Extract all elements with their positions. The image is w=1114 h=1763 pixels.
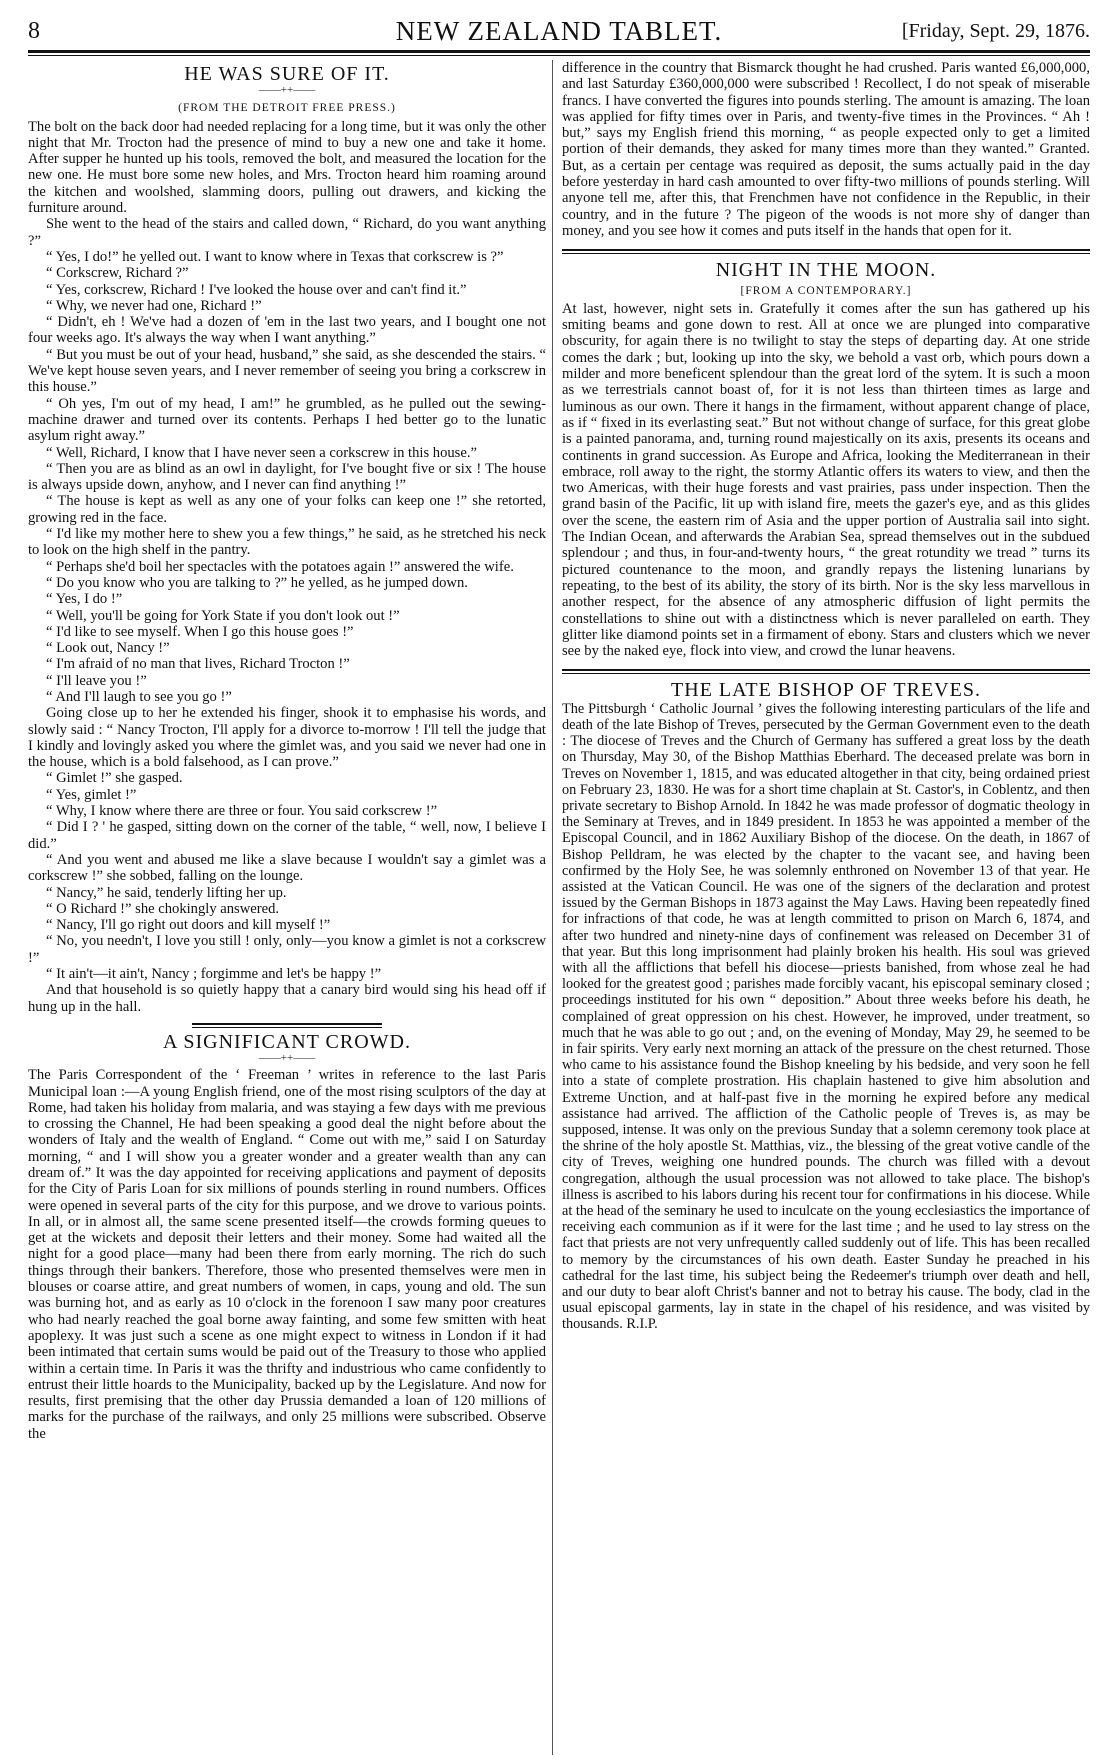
- paragraph: “ Yes, gimlet !”: [46, 786, 137, 803]
- paragraph: “ But you must be out of your head, husband,” she said, as she descended the stairs. “ We've kept house seven years, and I never remember of seeing you bring a corkscrew in this house.”: [28, 346, 546, 396]
- paragraph: “ And you went and abused me like a slave because I wouldn't say a gimlet was a corkscrew !” she sobbed, falling on the lounge.: [28, 851, 546, 885]
- article-source: [FROM A CONTEMPORARY.]: [740, 284, 912, 297]
- page-header: [28, 14, 1090, 48]
- paragraph: “ And I'll laugh to see you go !”: [46, 688, 232, 705]
- article-body: [28, 119, 546, 1015]
- paragraph: “ I'd like my mother here to shew you a few things,” he said, as he stretched his neck to look on the high shelf in the pantry.: [28, 526, 546, 559]
- paragraph: “ I'm afraid of no man that lives, Richard Trocton !”: [46, 656, 350, 673]
- paragraph: “ Why, I know where there are three or four. You said corkscrew !”: [46, 803, 438, 820]
- section-rule: [562, 669, 1090, 674]
- article-night-in-the-moon: [562, 259, 1090, 660]
- paragraph: “ I'd like to see myself. When I go this house goes !”: [46, 623, 354, 640]
- section-rule: [192, 1023, 382, 1028]
- article-significant-crowd: [28, 1030, 546, 1442]
- article-title: A SIGNIFICANT CROWD.: [163, 1030, 411, 1053]
- paragraph: “ Corkscrew, Richard ?”: [46, 265, 189, 282]
- article-body: [28, 1067, 546, 1442]
- paragraph: “ It ain't—it ain't, Nancy ; forgimme and let's be happy !”: [46, 966, 382, 983]
- header-rule-thin: [28, 55, 1090, 56]
- paragraph: The bolt on the back door had needed replacing for a long time, but it was only the other night that Mr. Trocton had the presence of mind to buy a new one and take it home. After supper he hunted up his tools, removed the bolt, and measured the location for the new one. He must bore some new holes, and Mrs. Trocton heard him roaming around the kitchen and woolshed, slamming doors, pulling out drawers, and kicking the furniture around.: [28, 118, 546, 217]
- article-source: (FROM THE DETROIT FREE PRESS.): [178, 102, 396, 115]
- paragraph: “ Look out, Nancy !”: [46, 640, 170, 657]
- paragraph: Going close up to her he extended his finger, shook it to emphasise his words, and slowly said : “ Nancy Trocton, I'll apply for a divorce to-morrow ! I'll tell the judge that I kindly and lovingly asked you where the gimlet was, and you said we never had one in the house, which is a bold falsehood, as I can prove.”: [28, 705, 546, 771]
- paragraph: “ Why, we never had one, Richard !”: [46, 297, 262, 314]
- paragraph: “ Yes, corkscrew, Richard ! I've looked the house over and can't find it.”: [46, 281, 467, 298]
- page-number: 8: [28, 18, 40, 44]
- paragraph: “ Perhaps she'd boil her spectacles with the potatoes again !” answered the wife.: [46, 558, 514, 575]
- left-column: [28, 60, 546, 1755]
- paragraph: The Paris Correspondent of the ‘ Freeman ’ writes in reference to the last Paris Municipal loan :—A young English friend, one of the most rising sculptors of the day at Rome, had taken his holiday from malaria, and was staying a few days with me previous to crossing the Channel, He had been speaking a good deal the night before about the wonders of Italy and the wealth of England. “ Come out with me,” said I on Saturday morning, “ and I will show you a greater wonder and a greater wealth than any can dream of.” It was the day appointed for receiving applications and payment of deposits for the City of Paris Loan for six millions of pounds sterling in round numbers. Offices were opened in several parts of the city for this purpose, and we drove to various points. In all, or in almost all, the same scene presented itself—the crowds forming queues to get at the wickets and deposit their letters and their money. Some had waited all the night for a good place—many had been there from early morning. The rich do such things through their bankers. Therefore, those who presented themselves were men in blouses or coarse attire, and great numbers of women, in caps, young and old. The sun was burning hot, and as early as 10 o'clock in the forenoon I saw many poor creatures who had nearly reached the goal borne away fainting, and some few smitten with heat apoplexy. It was just such a scene as one might expect to witness in London if it had been intimated that certain sums would be paid out of the Treasury to those who applied within a certain time. In Paris it was the thrifty and industrious who came confidently to entrust their little hoards to the Municipality, backed up by the Legislature. And now for results, first premising that the other day Prussia demanded a loan of 120 millions of marks for the purchase of the railways, and only 25 millions were subscribed. Observe the: [28, 1067, 546, 1442]
- paragraph: “ Yes, I do !”: [46, 591, 123, 608]
- paragraph: “ Well, Richard, I know that I have never seen a corkscrew in this house.”: [46, 444, 477, 461]
- masthead-title: NEW ZEALAND TABLET.: [395, 16, 723, 46]
- paragraph: “ The house is kept as well as any one of your folks can keep one !” she retorted, growing red in the face.: [28, 493, 546, 526]
- section-rule: [562, 249, 1090, 254]
- issue-date: [Friday, Sept. 29, 1876.: [901, 20, 1090, 42]
- article-he-was-sure: [28, 63, 546, 1015]
- paragraph: “ Nancy,” he said, tenderly lifting her up.: [46, 884, 287, 901]
- article-title: HE WAS SURE OF IT.: [184, 63, 390, 85]
- article-bishop-of-treves: [562, 679, 1090, 1333]
- paragraph: And that household is so quietly happy that a canary bird would sing his head off if hung up in the hall.: [28, 982, 546, 1015]
- article-continuation: difference in the country that Bismarck thought he had crushed. Paris wanted £6,000,000, and last Saturday £360,000,000 were subscribed ! Recollect, I do not speak of miserable francs. I have converted the figures into pounds sterling. The amount is amazing. The loan was applied for fifty times over in Paris, and twenty-five times in the Provinces. “ Ah ! but,” says my English friend this morning, “ as people expected only to get a limited portion of their demands, they asked for many times more than they wanted.” Granted. But, as a certain per centage was required as deposit, the sums actually paid in the day before yesterday in hard cash amounted to over fifty-two millions of pounds sterling. Will anyone tell me, after this, that Frenchmen have not confidence in the Republic, in their country, and in the future ? The pigeon of the woods is not more shy of danger than money, and you see how it comes and puts itself in the hands that open for it.: [562, 60, 1090, 239]
- paragraph: “ No, you needn't, I love you still ! only, only—you know a gimlet is not a corkscrew !”: [28, 933, 546, 966]
- right-column: [562, 60, 1090, 1755]
- article-body: The Pittsburgh ‘ Catholic Journal ’ gives the following interesting particulars of the life and death of the late Bishop of Treves, persecuted by the German Government even to the death : The diocese of Treves and the Church of Germany has suffered a great loss by the death on Thursday, May 30, of the Bishop Matthias Eberhard. The deceased prelate was born in Treves on November 1, 1815, and was educated altogether in that city, being ordained priest on February 23, 1830. He was for a short time chaplain at St. Castor's, in Coblentz, and then private secretary to Bishop Arnold. In 1842 he was made professor of dogmatic theology in the Seminary at Treves, and in 1849 president. In 1853 he was appointed a member of the Episcopal Council, and in 1862 Auxiliary Bishop of the diocese. On the death, in 1867 of Bishop Pelldram, he was elected by the chapter to the vacant see, and having been confirmed by the Holy See, he was solemnly enthroned on November 13 of that year. He assisted at the Vatican Council. He was one of the signers of the declaration and protest issued by the German Bishops in 1873 against the May Laws. Having been repeatedly fined for infractions of that code, he was at length committed to prison on March 6, 1874, and after two hundred and ninety-nine days of confinement was released on December 31 of that year. But this long imprisonment had plainly broken his health. His soul was grieved with all the afflictions that befell his diocese—priests banished, from whose zeal he had looked for the greatest good ; parishes made forcibly vacant, his episcopal seminary closed ; proceedings instituted for his own “ deposition.” About three weeks before his death, he complained of great oppression on his chest. However, he improved, under treatment, so much that he was able to go out ; and, on the evening of Monday, May 29, he seemed to be in fair spirits. Very early next morning an attack of the pressure on the chest returned. Those who came to his assistance found the Bishop kneeling by his bedside, and very soon he fell into a state of complete prostration. His chaplain hastened to give him absolution and Extreme Unction, and at half-past five in the morning he expired before any medical assistance had arrived. The affliction of the Catholic people of Treves is, as may be supposed, intense. It was only on the previous Sunday that a solemn ceremony took place at the shrine of the holy apostle St. Matthias, viz., the blessing of the great votive candle of the city of Treves, weighing one hundred pounds. The church was filled with a devout congregation, although the usual procession was not allowed to take place. The bishop's illness is ascribed to his labors during his recent tour for confirmations in his diocese. While at the head of the seminary he used to inculcate on the young ecclesiastics the importance of receiving each communion as if it were for the last time ; and he used to lay stress on the fact that priests are not very unfrequently called suddenly out of life. This has been recalled to memory by the circumstances of his own death. Easter Sunday he preached in his cathedral for the last time, his subject being the Redeemer's triumph over death and hell, and our duty to bear aloft Christ's banner and not to betray his cause. The body, clad in the usual episcopal garments, lay in state in the chapel of his residence, and was visited by thousands. R.I.P.: [562, 700, 1090, 1333]
- article-body: At last, however, night sets in. Gratefully it comes after the sun has gathered up his smiting beams and gone down to rest. All at once we are plunged into comparative obscurity, for again there is no twilight to stay the steps of departing day. At one stride comes the dark ; but, looking up into the sky, we behold a vast orb, which pours down a milder and more beneficent splendour than the great lord of the sytem. It is such a moon as we terrestrials cannot boast of, for it is not less than thirteen times as large and luminous as our own. There it hangs in the firmament, without apparent change of place, as if “ fixed in its everlasting seat.” But not without change of surface, for this great globe is a painted panorama, and, turning round majestically on its axis, presents its oceans and continents in grand succession. As Europe and Africa, looking the Mediterranean in their embrace, roll away to the right, the stormy Atlantic offers its waters to view, and then the two Americas, with their huge forests and vast prairies, pass under inspection. Then the grand basin of the Pacific, lit up with island fire, meets the gazer's eye, and as this glides over the scene, the eastern rim of Asia and the upper portion of Australia sail into sight. The Indian Ocean, and afterwards the Arabian Sea, spread themselves out in the subdued splendour ; and thus, in four-and-twenty hours, “ the great rotundity we tread ” turns its pictured countenance to the moon, and grandly repays the listening lunarians by repeating, to the best of its ability, the story of its birth. Nor is the sky less marvellous in another respect, for the absence of any atmospheric diffusion of light permits the constellations to shine out with a distinctness which is never paralleled on earth. They glitter like diamond points set in a firmament of ebony. Stars and clusters which we never see by the naked eye, flock into view, and crowd the lunar heavens.: [562, 300, 1090, 660]
- article-title: THE LATE BISHOP OF TREVES.: [671, 679, 981, 702]
- column-divider: [552, 60, 553, 1755]
- paragraph: “ Oh yes, I'm out of my head, I am!” he grumbled, as he pulled out the sewing-machine drawer and turned over its contents. Perhaps I hed better go to the lunatic asylum right away.”: [28, 395, 546, 445]
- paragraph: “ Did I ? ' he gasped, sitting down on the corner of the table, “ well, now, I believe I did.”: [28, 819, 546, 852]
- ornament-divider: ——++——: [258, 84, 316, 97]
- header-rule: [28, 50, 1090, 53]
- ornament-divider: ——++——: [258, 1052, 316, 1065]
- paragraph: “ O Richard !” she chokingly answered.: [46, 900, 280, 917]
- paragraph: “ Do you know who you are talking to ?” he yelled, as he jumped down.: [46, 574, 468, 591]
- paragraph: “ Didn't, eh ! We've had a dozen of 'em in the last two years, and I bought one not four weeks ago. It's always the way when I want anything.”: [28, 314, 546, 347]
- paragraph: “ Yes, I do!” he yelled out. I want to know where in Texas that corkscrew is ?”: [46, 248, 504, 265]
- article-title: NIGHT IN THE MOON.: [715, 259, 937, 282]
- paragraph: She went to the head of the stairs and called down, “ Richard, do you want anything ?”: [28, 216, 546, 249]
- paragraph: “ Well, you'll be going for York State if you don't look out !”: [46, 607, 400, 624]
- paragraph: “ Nancy, I'll go right out doors and kill myself !”: [46, 917, 331, 934]
- paragraph: “ Then you are as blind as an owl in daylight, for I've bought five or six ! The house is always upside down, anyhow, and I never can find anything !”: [28, 460, 546, 494]
- paragraph: “ Gimlet !” she gasped.: [46, 770, 183, 787]
- paragraph: “ I'll leave you !”: [46, 672, 147, 689]
